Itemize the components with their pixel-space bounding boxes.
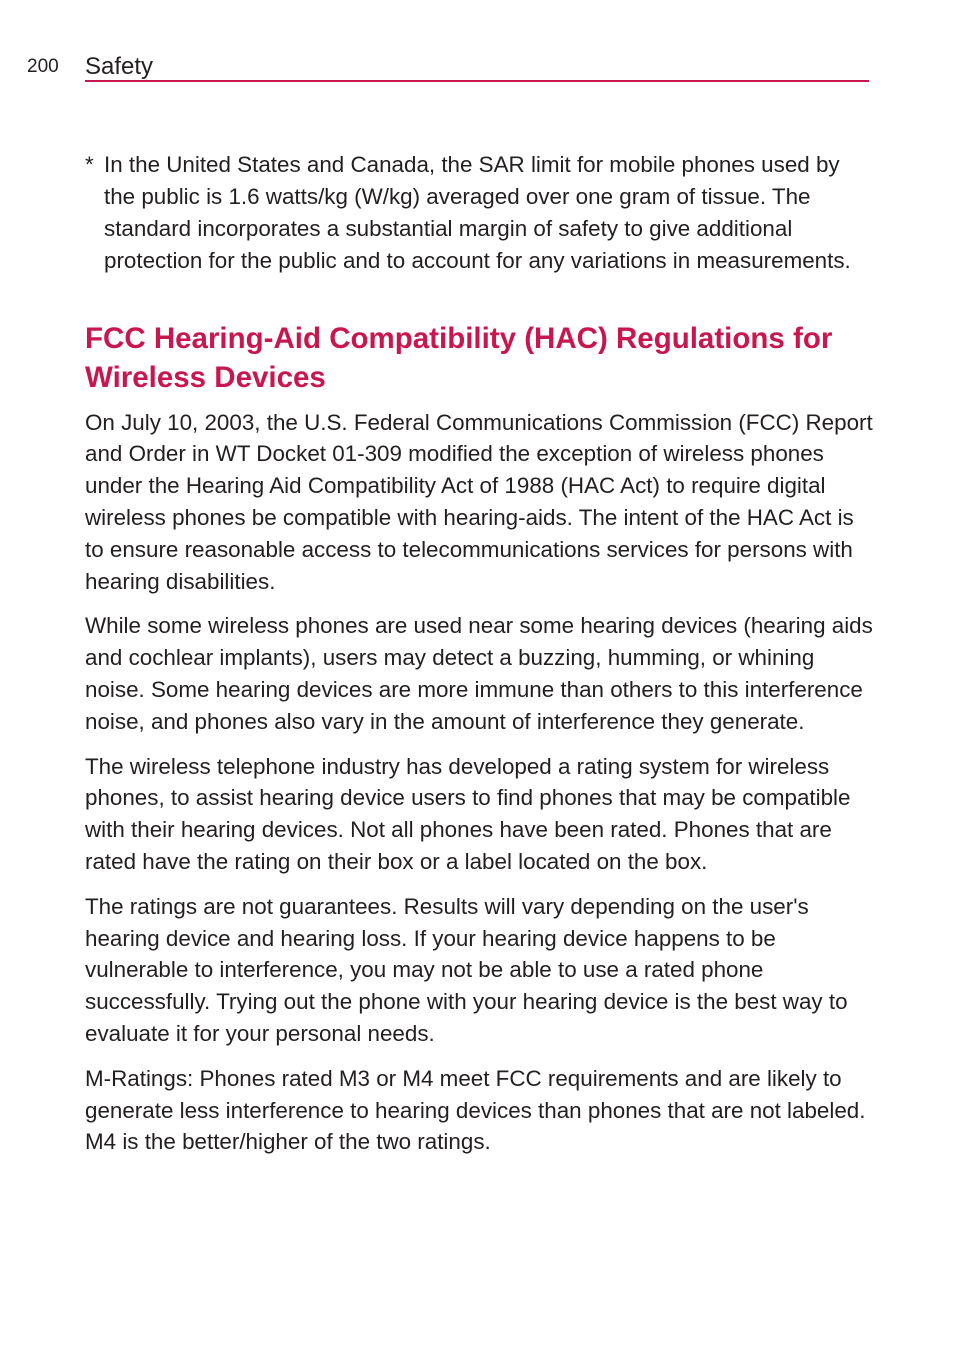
hac-heading: FCC Hearing-Aid Compatibility (HAC) Regulations for Wireless Devices — [85, 321, 833, 394]
paragraph-ratings-disclaimer: The ratings are not guarantees. Results will vary depending on the user's hearing device and hearing loss. If your hearing device happens to be vulnerable to interference, you may not be able to use a rated phone successfully. Trying out the phone with your hearing device is the best way to evaluate it for your personal needs. — [85, 893, 848, 1046]
paragraph-m-ratings: M-Ratings: Phones rated M3 or M4 meet FCC requirements and are likely to generate less interference to hearing devices than phones that are not labeled. M4 is the better/higher of the two ratings. — [85, 1065, 866, 1155]
sar-footnote — [85, 149, 875, 277]
footnote-text: In the United States and Canada, the SAR limit for mobile phones used by the public is 1.6 watts/kg (W/kg) averaged over one gram of tissue. The standard incorporates a substantial margin of safety to give additional protection for the public and to account for any variations in measurements. — [104, 152, 851, 273]
paragraph-fcc-order: On July 10, 2003, the U.S. Federal Communications Commission (FCC) Report and Order in WT Docket 01-309 modified the exception of wireless phones under the Hearing Aid Compatibility Act of 1988 (HAC Act) to require digital wireless phones be compatible with hearing-aids. The intent of the HAC Act is to ensure reasonable access to telecommunications services for persons with hearing disabilities. — [85, 409, 873, 594]
page-number: 200 — [27, 56, 59, 77]
header-divider — [85, 80, 869, 82]
paragraph-interference: While some wireless phones are used near some hearing devices (hearing aids and cochlear implants), users may detect a buzzing, humming, or whining noise. Some hearing devices are more immune than others to this interference noise, and phones also vary in the amount of interference they generate. — [85, 613, 873, 734]
page-content — [85, 149, 875, 1158]
footnote-marker: * — [85, 152, 94, 177]
paragraph-rating-system: The wireless telephone industry has developed a rating system for wireless phones, to assist hearing device users to find phones that may be compatible with their hearing devices. Not all phones have been rated. Phones that are rated have the rating on their box or a label located on the box. — [85, 753, 851, 874]
section-title: Safety — [85, 53, 154, 80]
